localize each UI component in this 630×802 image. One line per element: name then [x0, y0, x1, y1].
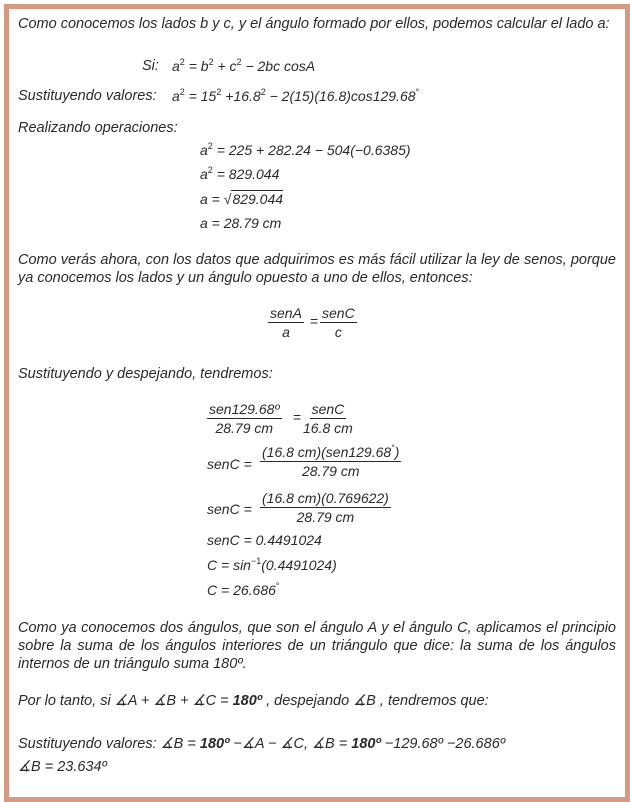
- step2-fraction: (16.8 cm)(sen129.68°) 28.79 cm: [262, 443, 400, 479]
- sust-label: Sustituyendo valores:: [18, 88, 157, 104]
- intro-paragraph: Como conocemos los lados b y c, y el ángulo formado por ellos, podemos calcular el lado a:: [18, 16, 610, 32]
- sust-desp-label: Sustituyendo y despejando, tendremos:: [18, 366, 273, 382]
- op-line-2: $a^2 = 829.044$: [200, 165, 280, 182]
- sust-expression: $a^2 = 15^2 +16.8^2 - 2(15)(16.8)\cos 129.68^\circ$: [172, 87, 420, 104]
- law-of-cosines: $a^2 = b^2 + c^2 - 2bc$ cosA: [172, 57, 316, 74]
- law-of-sines-equals: =: [310, 313, 319, 329]
- step3-lhs: senC =: [207, 501, 252, 517]
- op-line-3: a = √829.044: [200, 191, 284, 207]
- step6: C = 26.686°: [207, 581, 280, 598]
- op-line-1: $a^2 = 225 + 282.24 - 504(-0.6385)$: [200, 141, 411, 158]
- como-veras-paragraph: Como verás ahora, con los datos que adquirimos es más fácil utilizar la ley de senos, porque ya conocemos los lados y un ángulo opuesto a uno de ellos, entonces:: [18, 252, 616, 286]
- como-ya-paragraph: Como ya conocemos dos ángulos, que son el ángulo A y el ángulo C, aplicamos el principio sobre la suma de los ángulos interiores de un triángulo que dice: la suma de los ángulos internos de un triángulo suma 180º.: [18, 620, 616, 672]
- si-label: Si:: [142, 58, 159, 74]
- law-of-sines-left: senA a: [270, 305, 302, 340]
- por-lo-tanto-line: Por lo tanto, si ∡A + ∡B + ∡C = 180º , despejando ∡B , tendremos que:: [18, 693, 489, 709]
- step1-right-fraction: senC 16.8 cm: [303, 401, 353, 436]
- step3-fraction: $\frac{(16.8 cm)(0.769622)}{28.79 cm}$: [262, 490, 389, 525]
- realizando-label: Realizando operaciones:: [18, 120, 178, 136]
- step2-lhs: senC =: [207, 456, 252, 472]
- step1-equals: =: [293, 409, 302, 425]
- law-of-sines-right: senC c: [322, 305, 355, 340]
- step1-left-fraction: sen129.68º 28.79 cm: [209, 401, 280, 436]
- result-line: ∡B = 23.634º: [18, 759, 107, 775]
- op-line-4: a = 28.79 cm: [200, 215, 282, 231]
- final-sust-line: Sustituyendo valores: ∡B = 180º −∡A − ∡C, ∡B = 180º −129.68º −26.686º: [18, 736, 506, 752]
- step5: $C = \sin^{-1}(0.4491024)$: [207, 556, 337, 573]
- step4: senC = 0.4491024: [207, 532, 322, 548]
